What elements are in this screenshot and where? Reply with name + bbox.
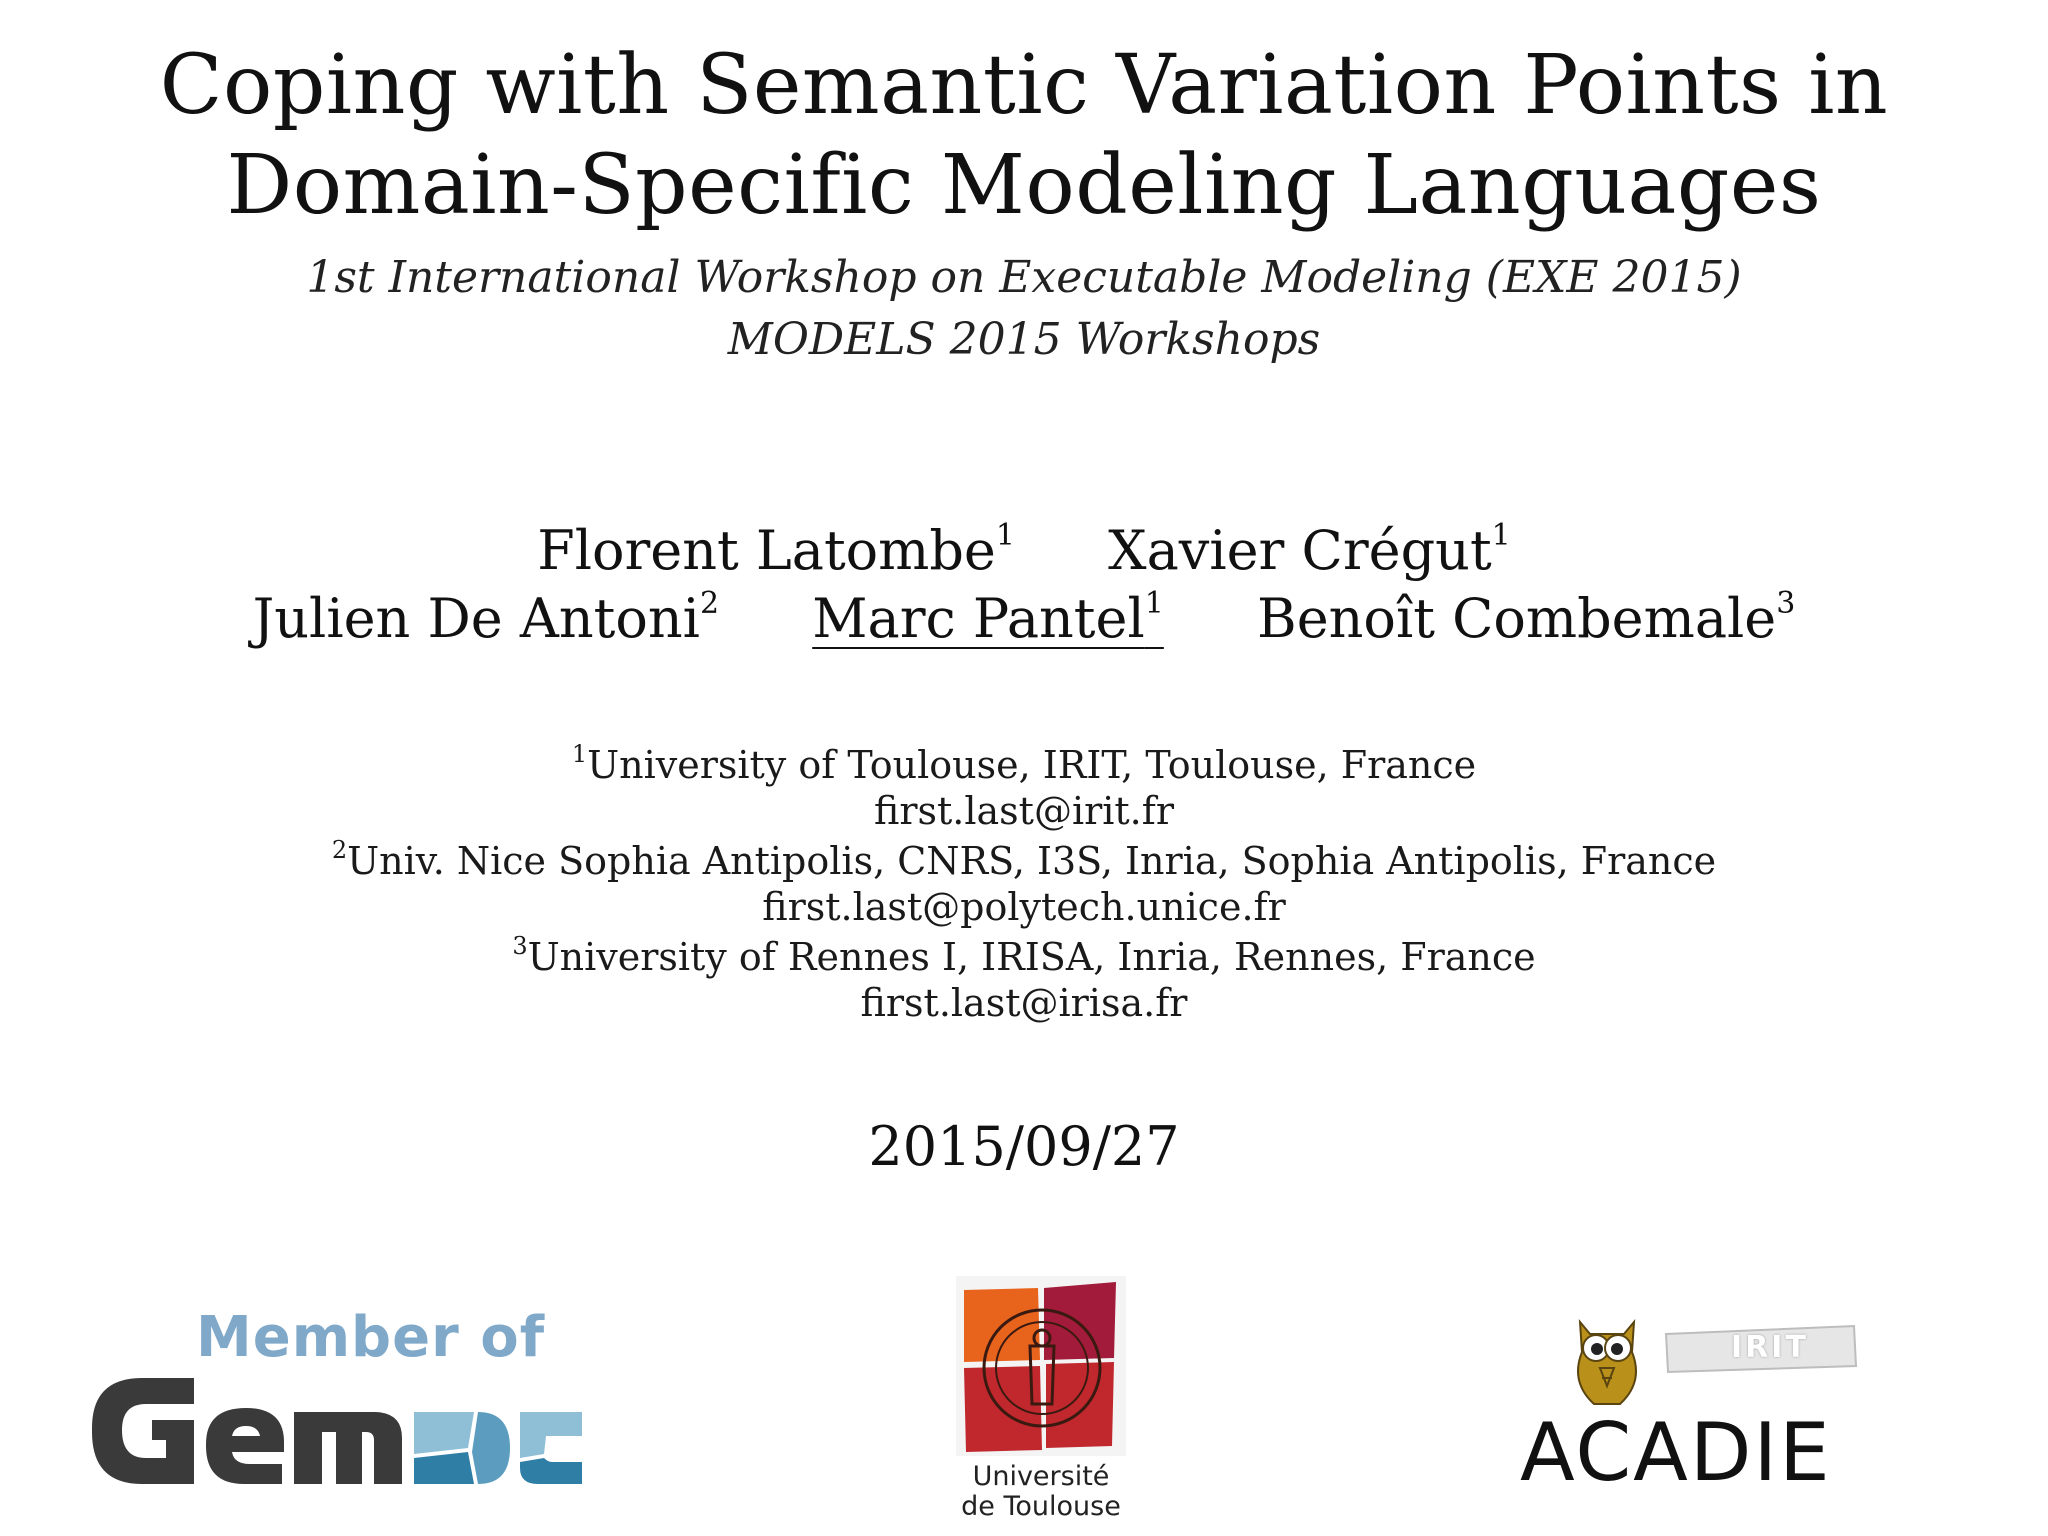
presentation-date: 2015/09/27 [868,1115,1180,1178]
affiliation-mark: 1 [571,740,588,768]
subtitle-workshop: 1st International Workshop on Executable Modeling (EXE 2015) [306,252,1742,303]
gemoc-logo [82,1305,602,1508]
affiliation-text: Univ. Nice Sophia Antipolis, CNRS, I3S, Inria, Sophia Antipolis, France [347,839,1717,883]
affiliation-email-3: first.last@irisa.fr [860,981,1188,1025]
author-affiliation-mark: 3 [1776,586,1796,621]
author [1257,587,1795,650]
toulouse-emblem [956,1276,1126,1456]
affiliation-mark: 3 [512,932,528,960]
title-line-1: Coping with Semantic Variation Points in [159,38,1889,133]
author-name: Benoît Combemale [1257,587,1777,650]
irit-badge: IRIT [1731,1330,1809,1365]
universite-toulouse-logo [956,1276,1126,1532]
affiliation-2 [0,838,2048,884]
author [537,519,1015,582]
author-name: Florent Latombe [537,519,996,582]
gemoc-wordmark [82,1305,602,1508]
affiliation-text: University of Rennes I, IRISA, Inria, Rennes, France [527,935,1536,979]
author-affiliation-mark: 1 [1144,586,1164,621]
affiliation-mark: 2 [331,836,348,864]
acadie-text: ACADIE [1520,1406,1832,1499]
authors-row-1 [0,516,2048,586]
gemoc-member-text: Member of [196,1305,546,1370]
author-name: Xavier Crégut [1108,519,1492,582]
author-name: Marc Pantel [812,587,1145,650]
acadie-logo [1520,1312,1860,1499]
toulouse-line-2: de Toulouse [961,1491,1121,1522]
author [253,587,719,650]
author-affiliation-mark: 2 [699,586,720,621]
affiliation-email-2: first.last@polytech.unice.fr [762,885,1286,929]
affiliation-1 [0,742,2048,788]
author-name: Julien De Antoni [252,587,700,650]
authors-row-2 [0,584,2048,654]
affiliation-email-1: first.last@irit.fr [874,789,1174,833]
affiliation-text: University of Toulouse, IRIT, Toulouse, France [587,743,1477,787]
author-affiliation-mark: 1 [1491,518,1511,553]
author-affiliation-mark: 1 [995,518,1015,553]
title-line-2: Domain-Specific Modeling Languages [226,138,1822,233]
toulouse-line-1: Université [972,1461,1110,1492]
affiliation-3 [0,934,2048,980]
author [1108,519,1511,582]
author-presenter [812,587,1164,650]
subtitle-conference: MODELS 2015 Workshops [727,314,1321,365]
